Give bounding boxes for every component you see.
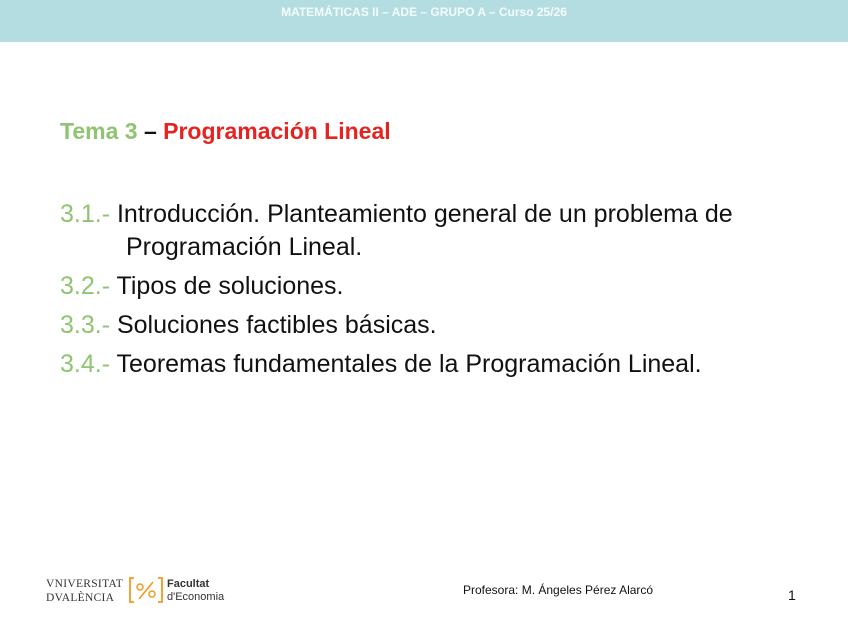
professor-name: Profesora: M. Ángeles Pérez Alarcó [463,583,654,597]
list-item [60,198,840,264]
faculty-name-line2: d'Economia [167,591,225,603]
header-bar [0,0,848,42]
university-name-line1: VNIVERSITAT [46,578,124,590]
title-prefix: Tema 3 [60,118,138,144]
slide-title [60,118,391,145]
university-logo [46,576,236,606]
list-item [60,309,840,342]
topic-list [60,198,840,387]
university-name-line2: DVALÈNCIA [46,592,115,604]
item-number: 3.4.- [60,350,111,378]
item-number: 3.2.- [60,272,111,300]
item-number: 3.3.- [60,311,111,339]
header-title: MATEMÁTICAS II – ADE – GRUPO A – Curso 25/26 [281,5,567,19]
faculty-emblem-icon [128,576,164,604]
item-number: 3.1.- [60,200,111,228]
title-main: Programación Lineal [163,118,391,144]
item-text: Teoremas fundamentales de la Programación Lineal. [110,350,702,378]
list-item [60,348,840,381]
item-text: Introducción. Planteamiento general de un problema de [110,200,733,228]
list-item [60,270,840,303]
title-separator: – [137,118,164,144]
faculty-name-line1: Facultat [167,578,210,590]
item-text: Soluciones factibles básicas. [110,311,437,339]
item-text-continued: Programación Lineal. [126,233,363,261]
item-text: Tipos de soluciones. [110,272,344,300]
faculty-name [167,578,224,604]
university-name [46,577,123,605]
page-number: 1 [788,587,796,603]
